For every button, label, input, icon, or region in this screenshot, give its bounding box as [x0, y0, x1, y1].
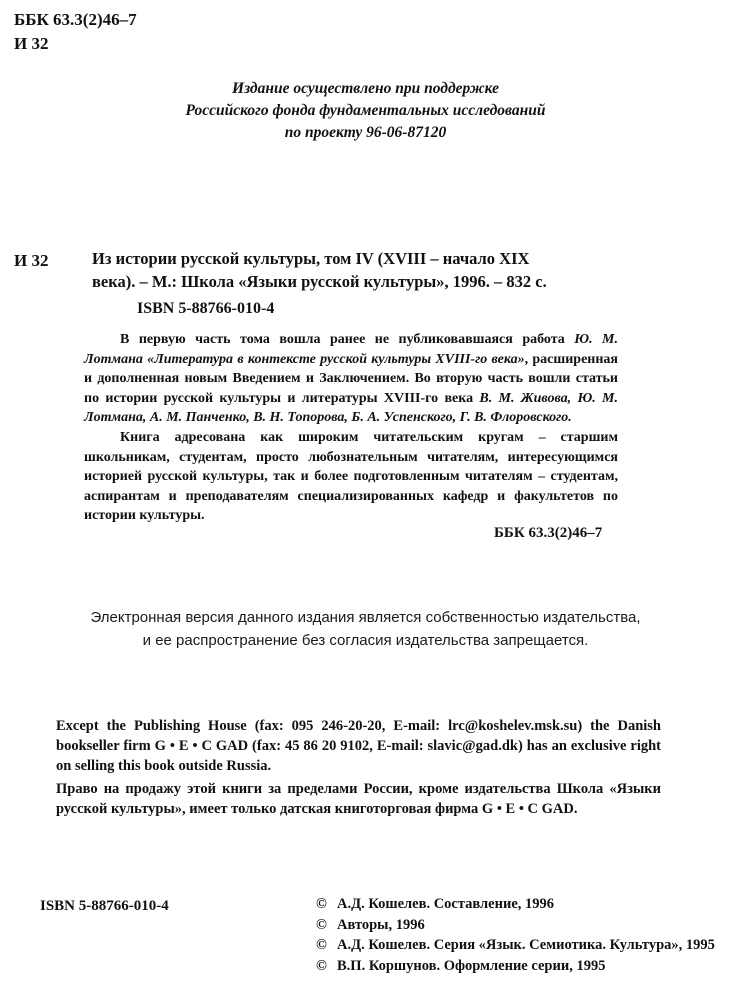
copyright-line: © А.Д. Кошелев. Серия «Язык. Семиотика. Культура», 1995	[316, 935, 716, 956]
author-list: В. М. Живова, Ю. М. Лотмана, А. М. Панченко, В. Н. Топорова, Б. А. Успенского, Г. В. Флоровского.	[84, 390, 619, 426]
copyright-line: © Авторы, 1996	[316, 915, 716, 936]
distribution-english: Except the Publishing House (fax: 095 246-20-20, E-mail: lrc@koshelev.msk.su) the Danish bookseller firm G • E • C GAD (fax: 45 86 20 9102, E-mail: slavic@gad.dk) has an exclusive right on selling this book outside Russia.	[56, 718, 661, 774]
copyright-symbol: ©	[316, 937, 327, 953]
copyright-line: © В.П. Коршунов. Оформление серии, 1995	[316, 956, 716, 977]
notice-line: и ее распространение без согласия издательства запрещается.	[142, 632, 589, 649]
electronic-version-notice	[0, 606, 731, 652]
copyright-symbol: ©	[316, 957, 327, 974]
copyright-line: © А.Д. Кошелев. Составление, 1996	[316, 894, 716, 915]
copyright-symbol: ©	[316, 896, 327, 912]
funding-line: Российского фонда фундаментальных исследований	[185, 102, 546, 119]
author-index: И 32	[14, 251, 49, 270]
author-name: Ю. М. Лотмана	[84, 332, 619, 367]
annotation-paragraph: Книга адресована как широким читательским кругам – старшим школьникам, студентам, просто любознательным читателям, интересующимся историей русской культуры, так и более подготовленным читателям – студентам, аспирантам и преподавателям специализированных кафедр и факультетов по истории культуры.	[84, 429, 618, 524]
funding-line: Издание осуществлено при поддержке	[232, 80, 499, 97]
bbk-header	[14, 8, 137, 56]
copyright-list	[316, 894, 716, 976]
annotation-paragraph: В первую часть тома вошла ранее не публиковавшаяся работа Ю. М. Лотмана «Литература в контексте русской культуры XVIII-го века», расширенная и дополненная новым Введением и Заключением. Во вторую часть вошли статьи по истории русской культуры и литературы XVIII-го века В. М. Живова, Ю. М. Лотмана, А. М. Панченко, В. Н. Топорова, Б. А. Успенского, Г. В. Флоровского.	[84, 332, 619, 426]
copyright-symbol: ©	[316, 916, 327, 933]
work-title: «Литература в контексте русской культуры XVIII-го века»	[142, 351, 525, 367]
funding-note	[0, 78, 731, 144]
record-line: века). – М.: Школа «Языки русской культуры», 1996. – 832 с.	[92, 272, 547, 291]
funding-line: по проекту 96-06-87120	[284, 124, 447, 141]
isbn-footer: ISBN 5-88766-010-4	[40, 898, 169, 914]
bbk-code-annotation: ББК 63.3(2)46–7	[494, 525, 603, 541]
bbk-code: ББК 63.3(2)46–7	[14, 10, 137, 29]
isbn-record: ISBN 5-88766-010-4	[137, 300, 275, 317]
notice-line: Электронная версия данного издания является собственностью издательства,	[90, 609, 641, 626]
record-line: Из истории русской культуры, том IV (XVIII – начало XIX	[92, 249, 530, 268]
annotation	[84, 330, 618, 526]
distribution-rights	[56, 716, 661, 819]
distribution-russian: Право на продажу этой книги за пределами России, кроме издательства Школа «Языки русской культуры», имеет только датская книготорговая фирма G • E • C GAD.	[56, 781, 661, 817]
bibliographic-record	[92, 247, 712, 293]
author-mark: И 32	[14, 34, 49, 53]
